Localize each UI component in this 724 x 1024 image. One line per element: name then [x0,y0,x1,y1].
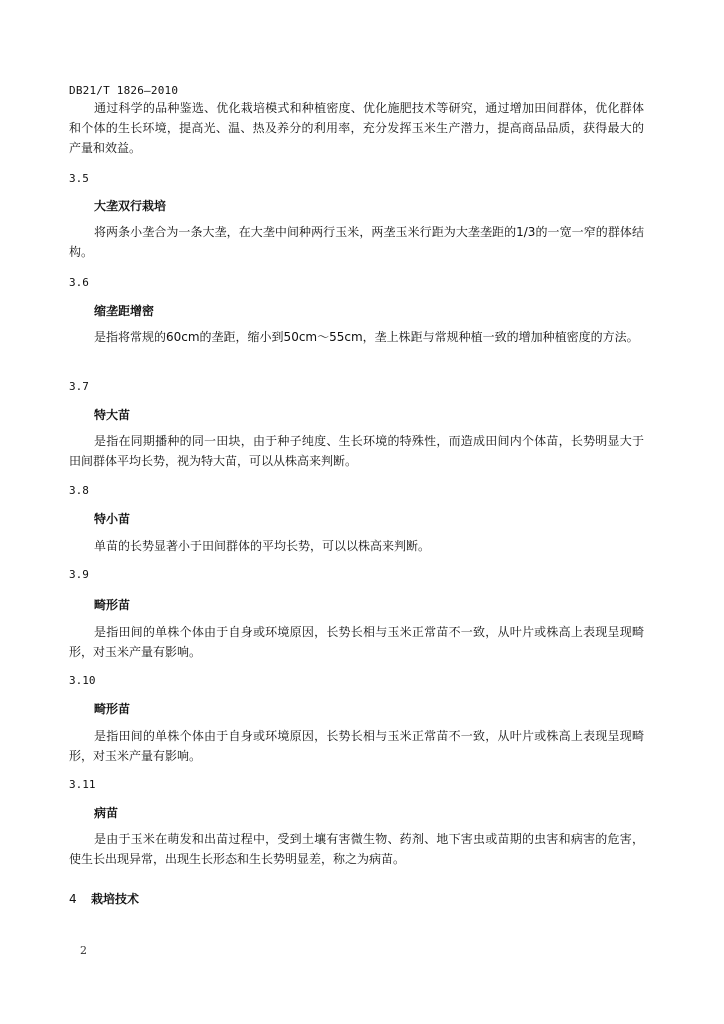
term-definition: 是指田间的单株个体由于自身或环境原因，长势长相与玉米正常苗不一致，从叶片或株高上表现呈现畸形，对玉米产量有影响。 [69,729,644,763]
term-title: 特大苗 [94,408,131,422]
section-number: 3.6 [69,276,89,289]
term-definition: 将两条小垄合为一条大垄，在大垄中间种两行玉米，两垄玉米行距为大垄垄距的1/3的一宽一窄的群体结构。 [69,225,644,259]
page-number: 2 [80,944,87,957]
section-number: 3.9 [69,568,89,581]
term-definition: 是指将常规的60cm的垄距，缩小到50cm～55cm，垄上株距与常规种植一致的增加种植密度的方法。 [94,330,639,344]
section-number: 3.11 [69,778,96,791]
term-definition: 是指田间的单株个体由于自身或环境原因，长势长相与玉米正常苗不一致，从叶片或株高上表现呈现畸形，对玉米产量有影响。 [69,625,644,659]
section-number: 3.10 [69,674,96,687]
term-title: 畸形苗 [94,598,131,612]
chapter-heading [69,890,139,907]
term-title: 特小苗 [94,512,131,526]
document-code: DB21/T 1826—2010 [69,84,179,97]
chapter-title: 栽培技术 [91,892,140,906]
term-title: 畸形苗 [94,702,131,716]
term-title: 病苗 [94,806,119,820]
chapter-number: 4 [69,892,77,906]
term-title: 大垄双行栽培 [94,199,167,213]
term-definition: 是由于玉米在萌发和出苗过程中，受到土壤有害微生物、药剂、地下害虫或苗期的虫害和病害的危害，使生长出现异常，出现生长形态和生长势明显差，称之为病苗。 [69,832,644,866]
intro-paragraph: 通过科学的品种鉴选、优化栽培模式和种植密度、优化施肥技术等研究，通过增加田间群体，优化群体和个体的生长环境，提高光、温、热及养分的利用率，充分发挥玉米生产潜力，提高商品品质，获得最大的产量和效益。 [69,101,644,155]
section-number: 3.7 [69,380,89,393]
section-number: 3.5 [69,172,89,185]
section-number: 3.8 [69,484,89,497]
term-definition: 是指在同期播种的同一田块，由于种子纯度、生长环境的特殊性，而造成田间内个体苗，长势明显大于田间群体平均长势，视为特大苗，可以从株高来判断。 [69,434,644,468]
term-title: 缩垄距增密 [94,304,155,318]
term-definition: 单苗的长势显著小于田间群体的平均长势，可以以株高来判断。 [94,539,431,553]
